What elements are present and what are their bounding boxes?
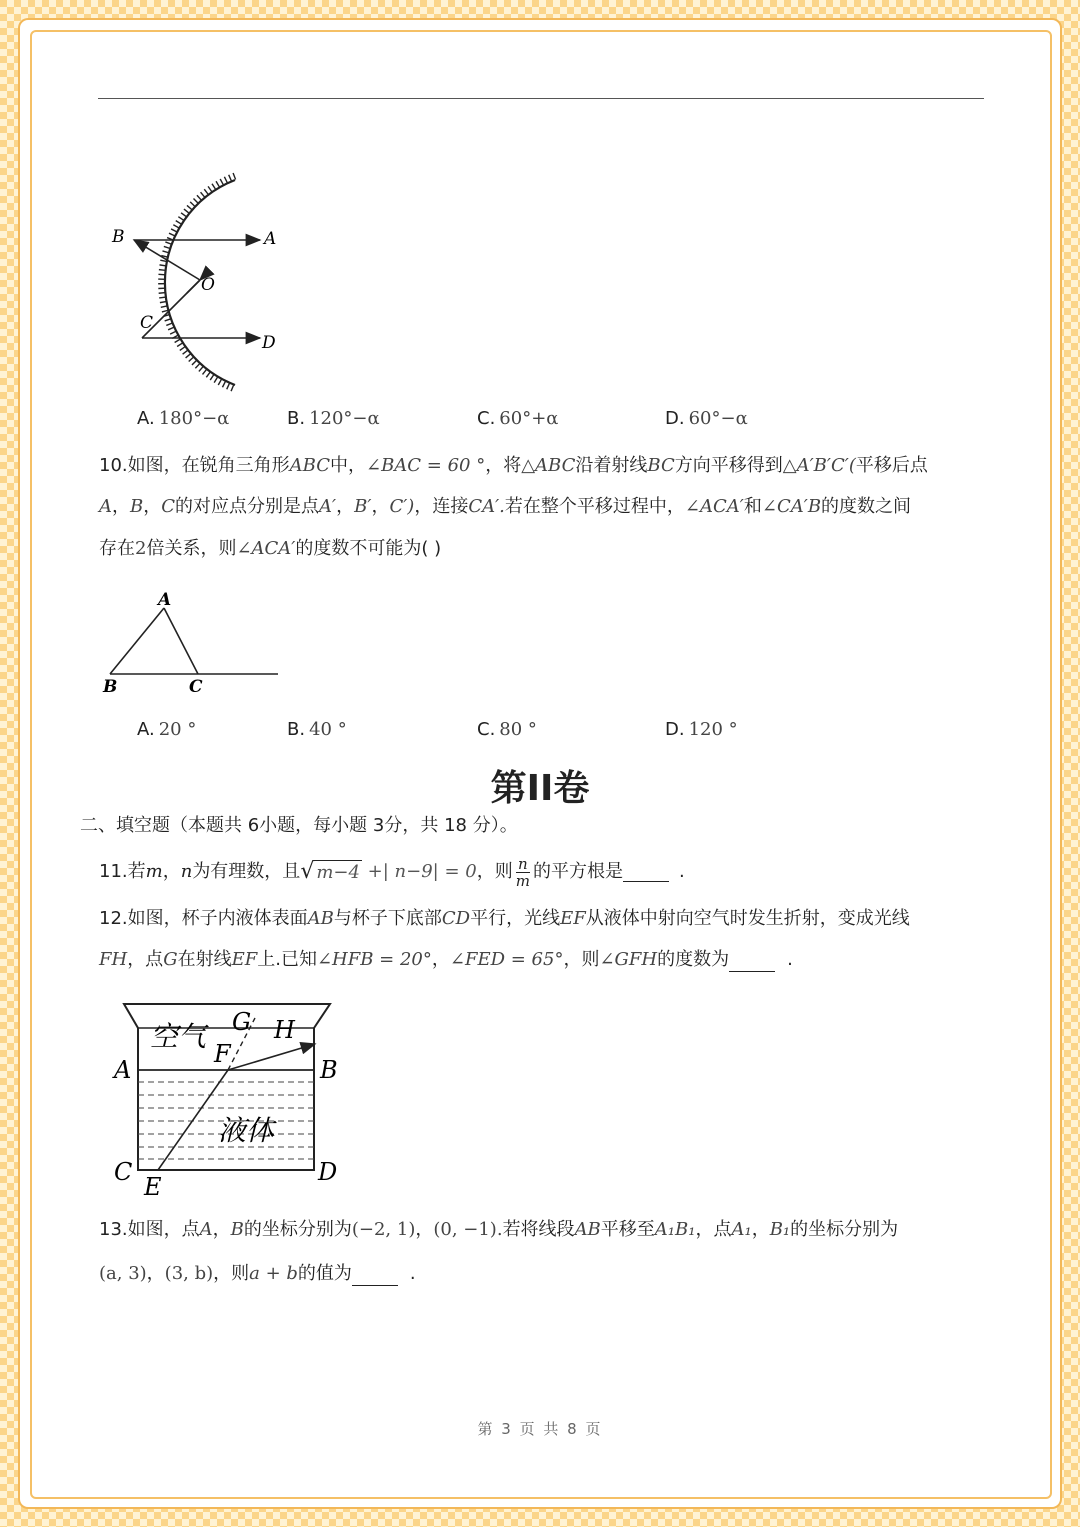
text-run: 上.已知 bbox=[257, 949, 317, 970]
option-letter: B. bbox=[287, 719, 306, 740]
text-run: 平行，光线 bbox=[470, 908, 561, 929]
math-run: B′ bbox=[354, 496, 372, 517]
q11-frac-den: m bbox=[515, 871, 530, 890]
q12-end: . bbox=[787, 949, 793, 970]
text-run: 的坐标分别为 bbox=[790, 1219, 899, 1240]
text-run: 与杯子下底部 bbox=[333, 908, 442, 929]
math-run: EF bbox=[231, 949, 258, 970]
text-run: 的坐标分别为 bbox=[243, 1219, 352, 1240]
math-run: (0, −1). bbox=[433, 1219, 503, 1240]
math-run: (−2, 1) bbox=[351, 1219, 416, 1240]
option-a[interactable] bbox=[137, 408, 229, 429]
math-run: C bbox=[161, 496, 176, 517]
text-run: 在射线 bbox=[177, 949, 232, 970]
q12-line1 bbox=[99, 907, 910, 931]
side-AB bbox=[110, 608, 164, 674]
math-run: A₁B₁ bbox=[654, 1219, 696, 1240]
text-run: 平移至 bbox=[600, 1219, 655, 1240]
text-run: 若在整个平移过程中， bbox=[504, 496, 685, 517]
text-run: ， bbox=[212, 1219, 231, 1240]
math-run: CA′. bbox=[468, 496, 505, 517]
text-run: 13.如图，点 bbox=[99, 1219, 200, 1240]
math-run: A₁ bbox=[731, 1219, 752, 1240]
q13-line1 bbox=[99, 1218, 898, 1242]
math-run: ∠CA′B bbox=[761, 496, 822, 517]
math-run: (3, b) bbox=[164, 1263, 214, 1284]
option-d[interactable] bbox=[665, 719, 738, 740]
label-B: B bbox=[103, 677, 118, 696]
q12-line2-wrap bbox=[99, 948, 793, 972]
option-expression: 20 ° bbox=[158, 719, 197, 740]
mirror-arc bbox=[165, 180, 235, 385]
option-letter: C. bbox=[477, 408, 496, 429]
math-run: △ABC bbox=[521, 455, 576, 476]
label-H: H bbox=[274, 1016, 295, 1044]
option-c[interactable] bbox=[477, 719, 537, 740]
text-run: 的度数为 bbox=[657, 949, 730, 970]
text-run: ， bbox=[751, 1219, 770, 1240]
q12-line2 bbox=[99, 948, 729, 972]
text-run: ，点 bbox=[127, 949, 164, 970]
text-run: ，将 bbox=[485, 455, 522, 476]
math-run: AB bbox=[574, 1219, 601, 1240]
text-run: 12.如图，杯子内液体表面 bbox=[99, 908, 308, 929]
option-b[interactable] bbox=[287, 719, 347, 740]
option-b[interactable] bbox=[287, 408, 380, 429]
text-run: ，连接 bbox=[414, 496, 469, 517]
q11-mid: 为有理数，且 bbox=[192, 861, 301, 882]
ray-CO-arrow bbox=[187, 280, 200, 293]
math-run: ∠BAC = 60 ° bbox=[365, 455, 486, 476]
label-C: C bbox=[114, 1158, 133, 1186]
math-run: B bbox=[230, 1219, 244, 1240]
q11-answer-blank[interactable] bbox=[623, 863, 669, 882]
option-letter: A. bbox=[137, 719, 155, 740]
q11-then: ，则 bbox=[476, 861, 513, 882]
text-run: 从液体中射向空气时发生折射，变成光线 bbox=[585, 908, 910, 929]
math-run: ∠FED = 65° bbox=[449, 949, 564, 970]
q13-line2 bbox=[99, 1262, 352, 1286]
option-letter: D. bbox=[665, 719, 685, 740]
text-run: ，则 bbox=[213, 1263, 250, 1284]
math-run: ABC bbox=[289, 455, 330, 476]
option-expression: 120°−α bbox=[309, 408, 380, 429]
math-run: ∠HFB = 20° bbox=[316, 949, 432, 970]
math-run: BC bbox=[647, 455, 675, 476]
math-run: △A′B′C′( bbox=[782, 455, 856, 476]
label-A: A bbox=[158, 590, 172, 610]
math-run: B bbox=[130, 496, 144, 517]
math-run: (a, 3) bbox=[99, 1263, 147, 1284]
label-A: A bbox=[114, 1056, 132, 1084]
text-run: ， bbox=[415, 1219, 434, 1240]
q10-line2 bbox=[99, 495, 911, 519]
text-run: 方向平移得到 bbox=[674, 455, 783, 476]
side-AC bbox=[164, 608, 198, 674]
section-heading: 二、填空题（本题共 6小题，每小题 3分，共 18 分）。 bbox=[80, 815, 518, 836]
q11-post: 的平方根是 bbox=[532, 861, 623, 882]
option-letter: B. bbox=[287, 408, 306, 429]
text-run: 中， bbox=[329, 455, 366, 476]
option-letter: D. bbox=[665, 408, 685, 429]
q13-line2-wrap bbox=[99, 1262, 416, 1286]
math-run: C′) bbox=[389, 496, 415, 517]
math-run: B₁ bbox=[769, 1219, 791, 1240]
label-D: D bbox=[262, 333, 276, 353]
math-run: ∠GFH bbox=[599, 949, 658, 970]
q10-line3 bbox=[99, 537, 441, 561]
text-run: 的度数之间 bbox=[821, 496, 912, 517]
q13-end: . bbox=[409, 1263, 416, 1284]
option-a[interactable] bbox=[137, 719, 196, 740]
q10-line1 bbox=[99, 454, 928, 478]
q11-m: m bbox=[145, 861, 163, 882]
q11-n: n bbox=[180, 861, 193, 882]
text-run: 存在 bbox=[99, 538, 135, 559]
text-run: 沿着射线 bbox=[575, 455, 648, 476]
text-run: 的值为 bbox=[297, 1263, 352, 1284]
math-run: FH bbox=[99, 949, 128, 970]
math-run: 2 bbox=[135, 538, 147, 559]
figure-cup bbox=[108, 998, 348, 1203]
label-D: D bbox=[318, 1158, 338, 1186]
math-run: A bbox=[99, 496, 112, 517]
sqrt-sign: √ bbox=[300, 859, 315, 884]
text-run: 10.如图，在锐角三角形 bbox=[99, 455, 290, 476]
option-expression: 120 ° bbox=[688, 719, 738, 740]
label-B: B bbox=[320, 1056, 338, 1084]
math-run: EF bbox=[560, 908, 586, 929]
figure-mirror bbox=[100, 170, 290, 395]
page-footer: 第 3 页 共 8 页 bbox=[477, 1420, 603, 1438]
label-air: 空气 bbox=[150, 1020, 207, 1053]
text-run: 和 bbox=[743, 496, 762, 517]
text-run: ， bbox=[336, 496, 355, 517]
math-run: ∠ACA′ bbox=[236, 538, 296, 559]
label-liquid: 液体 bbox=[218, 1114, 275, 1147]
text-run: ，点 bbox=[695, 1219, 732, 1240]
section-title: 第II卷 bbox=[490, 768, 590, 809]
q11-end: . bbox=[678, 861, 685, 882]
text-run: ，则 bbox=[563, 949, 600, 970]
option-expression: 60°−α bbox=[688, 408, 748, 429]
math-run: G bbox=[163, 949, 178, 970]
ray-FH bbox=[228, 1044, 315, 1070]
q11-pre: 11.若 bbox=[99, 861, 146, 882]
text-run: ， bbox=[431, 949, 450, 970]
math-run: CD bbox=[441, 908, 471, 929]
text-run: 平移后点 bbox=[855, 455, 928, 476]
q11-rest: +| n−9| = 0 bbox=[361, 861, 477, 882]
text-run: 若将线段 bbox=[502, 1219, 575, 1240]
option-expression: 60°+α bbox=[499, 408, 559, 429]
math-run: A bbox=[199, 1219, 213, 1240]
q11-comma: ， bbox=[162, 861, 181, 882]
text-run: ， bbox=[371, 496, 390, 517]
text-run: ， bbox=[143, 496, 162, 517]
text-run: 的度数不可能为( ) bbox=[295, 538, 442, 559]
q12-answer-blank[interactable] bbox=[729, 953, 775, 972]
option-c[interactable] bbox=[477, 408, 558, 429]
option-letter: A. bbox=[137, 408, 155, 429]
ray-OB bbox=[134, 240, 200, 280]
label-O: O bbox=[201, 275, 215, 295]
question-11 bbox=[99, 852, 685, 892]
label-C: C bbox=[189, 677, 203, 696]
option-expression: 80 ° bbox=[499, 719, 537, 740]
figure-triangle bbox=[95, 588, 285, 696]
header-rule bbox=[98, 98, 984, 99]
text-run: 的对应点分别是点 bbox=[175, 496, 320, 517]
text-run: ， bbox=[112, 496, 130, 517]
text-run: ， bbox=[146, 1263, 165, 1284]
label-B: B bbox=[112, 227, 125, 247]
option-letter: C. bbox=[477, 719, 496, 740]
math-run: a + b bbox=[249, 1263, 298, 1284]
q11-frac-num: n bbox=[518, 854, 528, 873]
math-run: ∠ACA′ bbox=[684, 496, 744, 517]
q13-answer-blank[interactable] bbox=[352, 1267, 398, 1286]
label-E: E bbox=[144, 1173, 162, 1201]
option-expression: 40 ° bbox=[309, 719, 347, 740]
label-F: F bbox=[214, 1040, 231, 1068]
math-run: A′ bbox=[319, 496, 337, 517]
label-A: A bbox=[264, 229, 277, 249]
label-C: C bbox=[140, 313, 154, 333]
label-G: G bbox=[232, 1008, 252, 1036]
option-expression: 180°−α bbox=[158, 408, 230, 429]
q11-fraction bbox=[516, 856, 530, 889]
math-run: AB bbox=[307, 908, 334, 929]
option-d[interactable] bbox=[665, 408, 748, 429]
text-run: 倍关系，则 bbox=[146, 538, 237, 559]
q11-sqrt-inner: m−4 bbox=[316, 861, 360, 883]
